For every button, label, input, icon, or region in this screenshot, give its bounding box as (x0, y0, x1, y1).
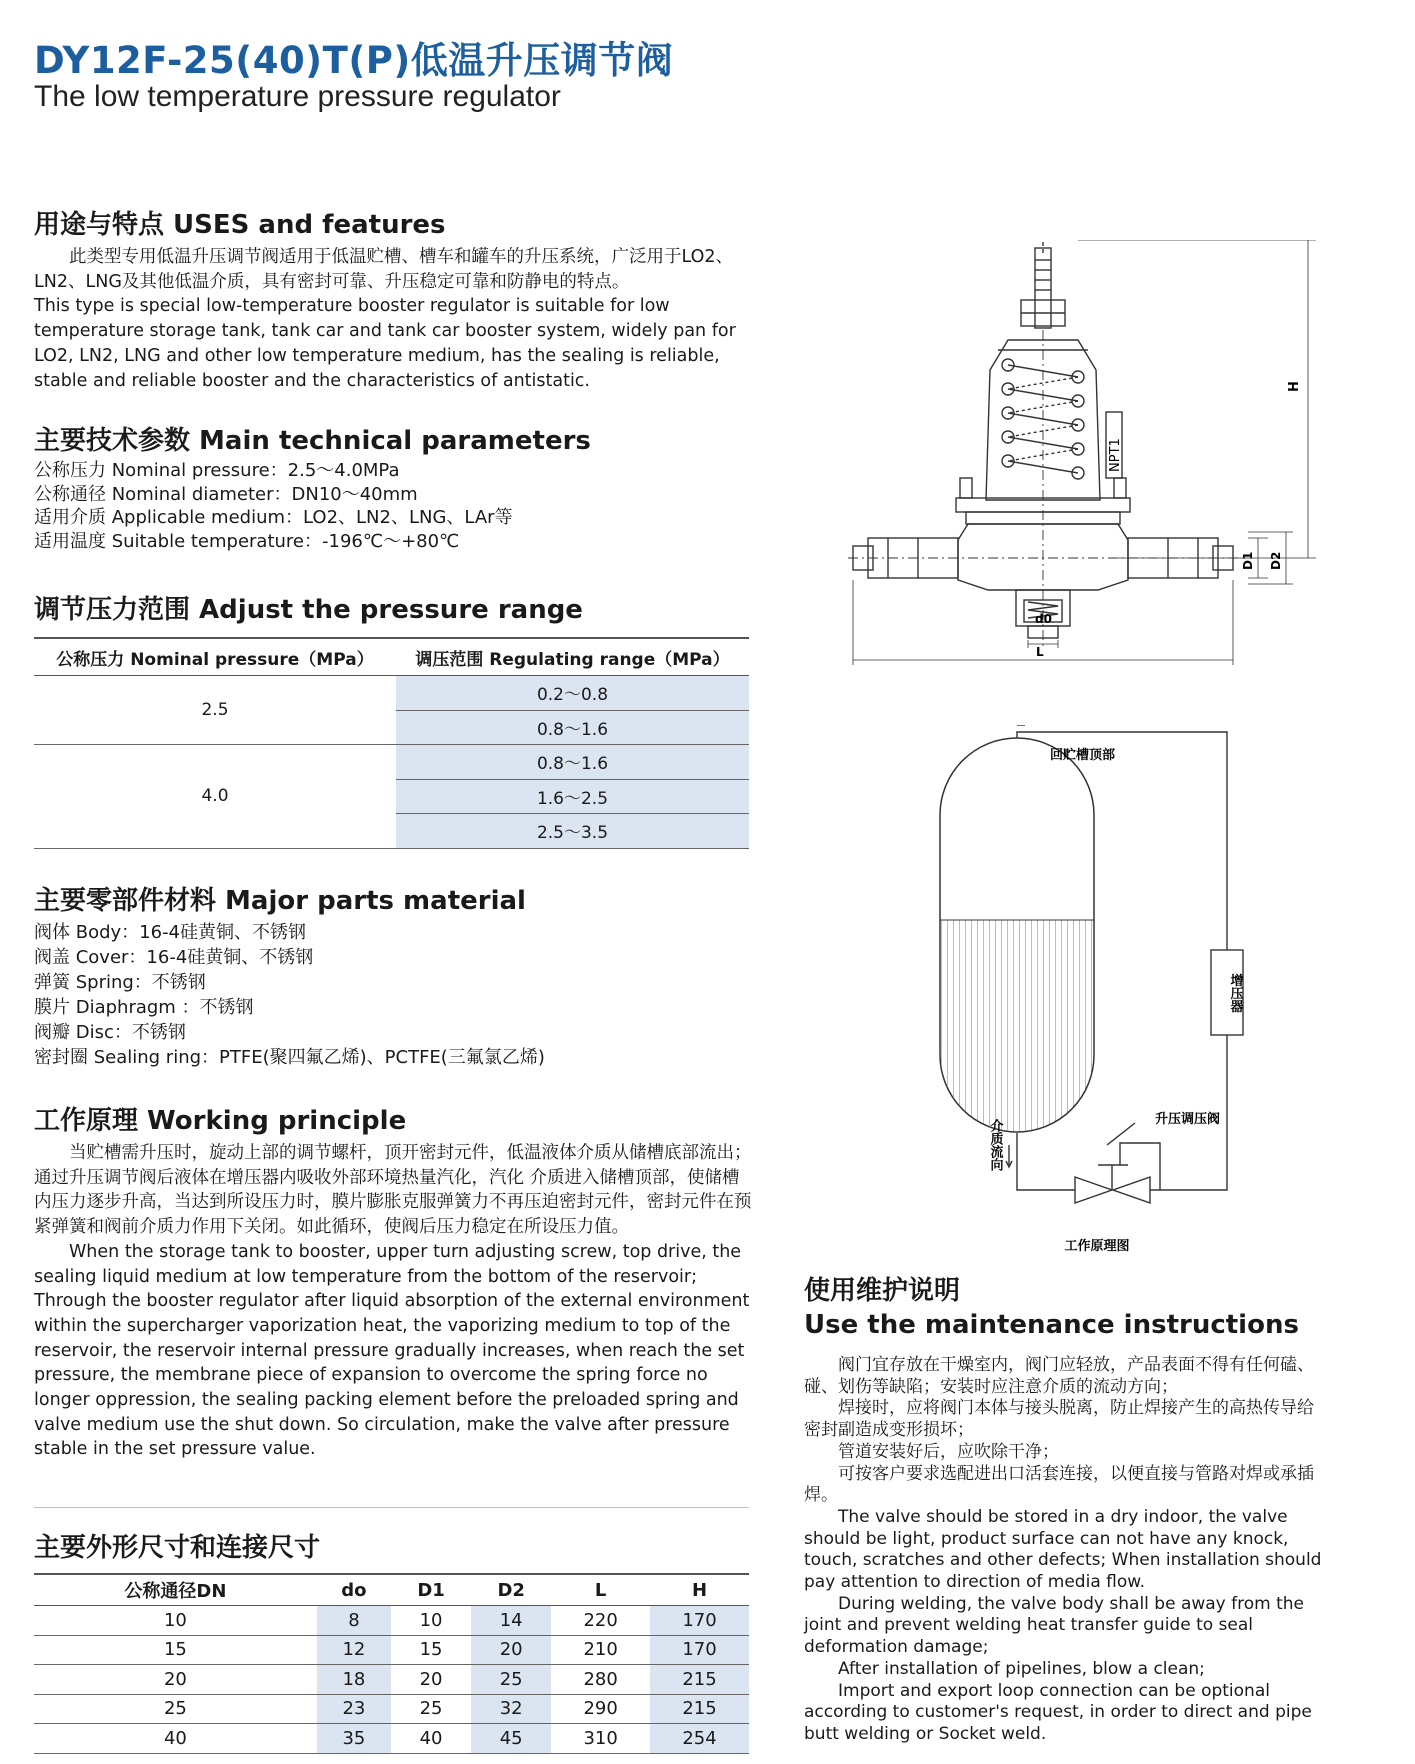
pr-range: 0.8～1.6 (396, 745, 749, 780)
uses-text-cn: 此类型专用低温升压调节阀适用于低温贮槽、槽车和罐车的升压系统，广泛用于LO2、LN2、LNG及其他低温介质，具有密封可靠、升压稳定可靠和防静电的特点。 (34, 247, 734, 292)
dim-label-d1: D1 (1241, 551, 1255, 570)
dim-cell: 25 (471, 1665, 551, 1695)
params-heading: 主要技术参数 Main technical parameters (34, 426, 591, 456)
maintenance-cn-1: 阀门宜存放在干燥室内，阀门应轻放，产品表面不得有任何磕、碰、划伤等缺陷；安装时应注意介质的流动方向； (804, 1355, 1314, 1397)
table-row (34, 1606, 749, 1636)
param-medium: 适用介质 Applicable medium：LO2、LN2、LNG、LAr等 (34, 507, 513, 528)
dim-cell: 32 (471, 1694, 551, 1724)
dim-cell: 310 (551, 1724, 650, 1754)
dim-cell: 290 (551, 1694, 650, 1724)
dim-cell: 35 (317, 1724, 391, 1754)
dim-col-do: do (317, 1574, 391, 1606)
table-row (34, 1635, 749, 1665)
dim-label-h: H (1287, 381, 1302, 392)
page-title: DY12F-25(40)T(P)低温升压调节阀 (34, 39, 674, 82)
pr-col-nominal: 公称压力 Nominal pressure（MPa） (34, 638, 396, 676)
pressure-range-heading: 调节压力范围 Adjust the pressure range (34, 595, 583, 625)
table-row (34, 1724, 749, 1754)
params-list (34, 459, 513, 553)
maintenance-cn-3: 管道安装好后，应吹除干净； (838, 1441, 1059, 1462)
material-diaphragm: 膜片 Diaphragm ：不锈钢 (34, 997, 254, 1018)
uses-heading: 用途与特点 USES and features (34, 210, 446, 240)
param-nominal-diameter: 公称通径 Nominal diameter：DN10～40mm (34, 483, 418, 505)
maintenance-heading-en: Use the maintenance instructions (804, 1310, 1299, 1340)
dim-cell: 10 (34, 1606, 317, 1636)
dimensions-table (34, 1573, 749, 1754)
table-row (34, 1694, 749, 1724)
divider (34, 1507, 749, 1508)
dim-cell: 220 (551, 1606, 650, 1636)
dim-cell: 15 (391, 1635, 471, 1665)
dim-cell: 14 (471, 1606, 551, 1636)
principle-text-en: When the storage tank to booster, upper turn adjusting screw, top drive, the sealing liquid medium at low temperature from the bottom of the reservoir; Through the booster regulator after liquid absorption of the external environment within the supercharger vaporization heat, the vaporizing medium to top of the reservoir, the reservoir internal pressure gradually increases, when reach the set pressure, the membrane piece of expansion to overcome the spring force no longer oppression, the sealing packing element before the preloaded spring and valve medium use the shut down. So circulation, make the valve after pressure stable in the set pressure value. (34, 1241, 750, 1460)
maintenance-cn-4: 可按客户要求选配进出口活套连接，以便直接与管路对焊或承插焊。 (804, 1463, 1314, 1506)
principle-section (34, 1141, 752, 1462)
maintenance-en-3: After installation of pipelines, blow a clean; (838, 1658, 1205, 1679)
dim-col-dn: 公称通径DN (34, 1574, 317, 1606)
uses-section (34, 245, 752, 393)
maintenance-heading-cn: 使用维护说明 (804, 1276, 961, 1306)
dim-cell: 280 (551, 1665, 650, 1695)
pr-nominal: 2.5 (34, 676, 396, 745)
dim-cell: 8 (317, 1606, 391, 1636)
return-to-top-label: 回贮槽顶部 (1050, 748, 1116, 763)
material-spring: 弹簧 Spring：不锈钢 (34, 972, 206, 993)
dimensions-heading: 主要外形尺寸和连接尺寸 (34, 1533, 321, 1563)
dim-cell: 254 (650, 1724, 749, 1754)
dim-cell: 210 (551, 1635, 650, 1665)
table-row (34, 745, 749, 780)
pr-range: 0.8～1.6 (396, 710, 749, 745)
principle-diagram (935, 725, 1265, 1265)
dim-cell: 25 (34, 1694, 317, 1724)
diagram-caption: 工作原理图 (1064, 1239, 1130, 1254)
dim-cell: 170 (650, 1606, 749, 1636)
dim-cell: 25 (391, 1694, 471, 1724)
table-row (34, 676, 749, 711)
dim-cell: 40 (391, 1724, 471, 1754)
maintenance-heading (804, 1274, 1299, 1342)
material-sealing-ring: 密封圈 Sealing ring：PTFE(聚四氟乙烯)、PCTFE(三氟氯乙烯) (34, 1047, 545, 1068)
dim-cell: 12 (317, 1635, 391, 1665)
dim-cell: 215 (650, 1694, 749, 1724)
materials-heading: 主要零部件材料 Major parts material (34, 886, 526, 916)
dim-cell: 20 (34, 1665, 317, 1695)
dim-label-npt: NPT1 (1108, 438, 1123, 472)
material-cover: 阀盖 Cover：16-4硅黄铜、不锈钢 (34, 947, 314, 968)
dim-label-l: L (1036, 645, 1044, 659)
maintenance-en-4: Import and export loop connection can be optional according to customer's request, in order to direct and pipe butt welding or Socket weld. (804, 1680, 1312, 1744)
principle-text-cn: 当贮槽需升压时，旋动上部的调节螺杆，顶开密封元件，低温液体介质从储槽底部流出；通过升压调节阀后液体在增压器内吸收外部环境热量汽化，汽化 介质进入储槽顶部，使储槽内压力逐步升高，当达到所设压力时，膜片膨胀克服弹簧力不再压迫密封元件，密封元件在预紧弹簧和阀前介质力作用下关闭。如此循环，使阀后压力稳定在所设压力值。 (34, 1143, 752, 1238)
dim-cell: 18 (317, 1665, 391, 1695)
dim-cell: 40 (34, 1724, 317, 1754)
param-temperature: 适用温度 Suitable temperature：-196℃～+80℃ (34, 530, 460, 552)
pressure-range-table (34, 637, 749, 849)
page-subtitle: The low temperature pressure regulator (34, 80, 561, 113)
maintenance-en-2: During welding, the valve body shall be away from the joint and prevent welding heat transfer guide to seal deformation damage; (804, 1593, 1305, 1658)
param-nominal-pressure: 公称压力 Nominal pressure：2.5～4.0MPa (34, 460, 400, 481)
material-disc: 阀瓣 Disc：不锈钢 (34, 1022, 186, 1043)
table-row (34, 1665, 749, 1695)
dim-col-h: H (650, 1574, 749, 1606)
dim-cell: 10 (391, 1606, 471, 1636)
uses-text-en: This type is special low-temperature booster regulator is suitable for low temperature storage tank, tank car and tank car booster system, widely pan for LO2, LN2, LNG and other low temperature medium, has the sealing is reliable, stable and reliable booster and the characteristics of antistatic. (34, 296, 736, 391)
pr-col-range: 调压范围 Regulating range（MPa） (396, 638, 749, 676)
maintenance-text (804, 1355, 1324, 1746)
dim-col-l: L (551, 1574, 650, 1606)
materials-list (34, 920, 545, 1070)
dim-cell: 15 (34, 1635, 317, 1665)
booster-label: 增压器 (1227, 973, 1243, 1013)
material-body: 阀体 Body：16-4硅黄铜、不锈钢 (34, 922, 307, 943)
dim-cell: 20 (391, 1665, 471, 1695)
pr-range: 2.5～3.5 (396, 814, 749, 849)
valve-drawing (848, 240, 1338, 670)
dim-cell: 170 (650, 1635, 749, 1665)
maintenance-cn-2: 焊接时，应将阀门本体与接头脱离，防止焊接产生的高热传导给密封副造成变形损坏； (804, 1398, 1314, 1441)
principle-heading: 工作原理 Working principle (34, 1106, 407, 1136)
dim-cell: 23 (317, 1694, 391, 1724)
dim-cell: 20 (471, 1635, 551, 1665)
dim-cell: 215 (650, 1665, 749, 1695)
dim-label-d2: D2 (1269, 551, 1283, 570)
maintenance-en-1: The valve should be stored in a dry indoor, the valve should be light, product surface can not have any knock, touch, scratches and other defects; When installation should pay attention to direction of media flow. (804, 1506, 1322, 1593)
dim-col-d2: D2 (471, 1574, 551, 1606)
pr-range: 0.2～0.8 (396, 676, 749, 711)
dim-col-d1: D1 (391, 1574, 471, 1606)
dim-cell: 45 (471, 1724, 551, 1754)
pr-range: 1.6～2.5 (396, 779, 749, 814)
dim-label-d0: d0 (1035, 612, 1052, 626)
flow-direction-label: 介质流向 (987, 1119, 1003, 1171)
pr-nominal: 4.0 (34, 745, 396, 849)
regulator-valve-label: 升压调压阀 (1155, 1112, 1221, 1127)
